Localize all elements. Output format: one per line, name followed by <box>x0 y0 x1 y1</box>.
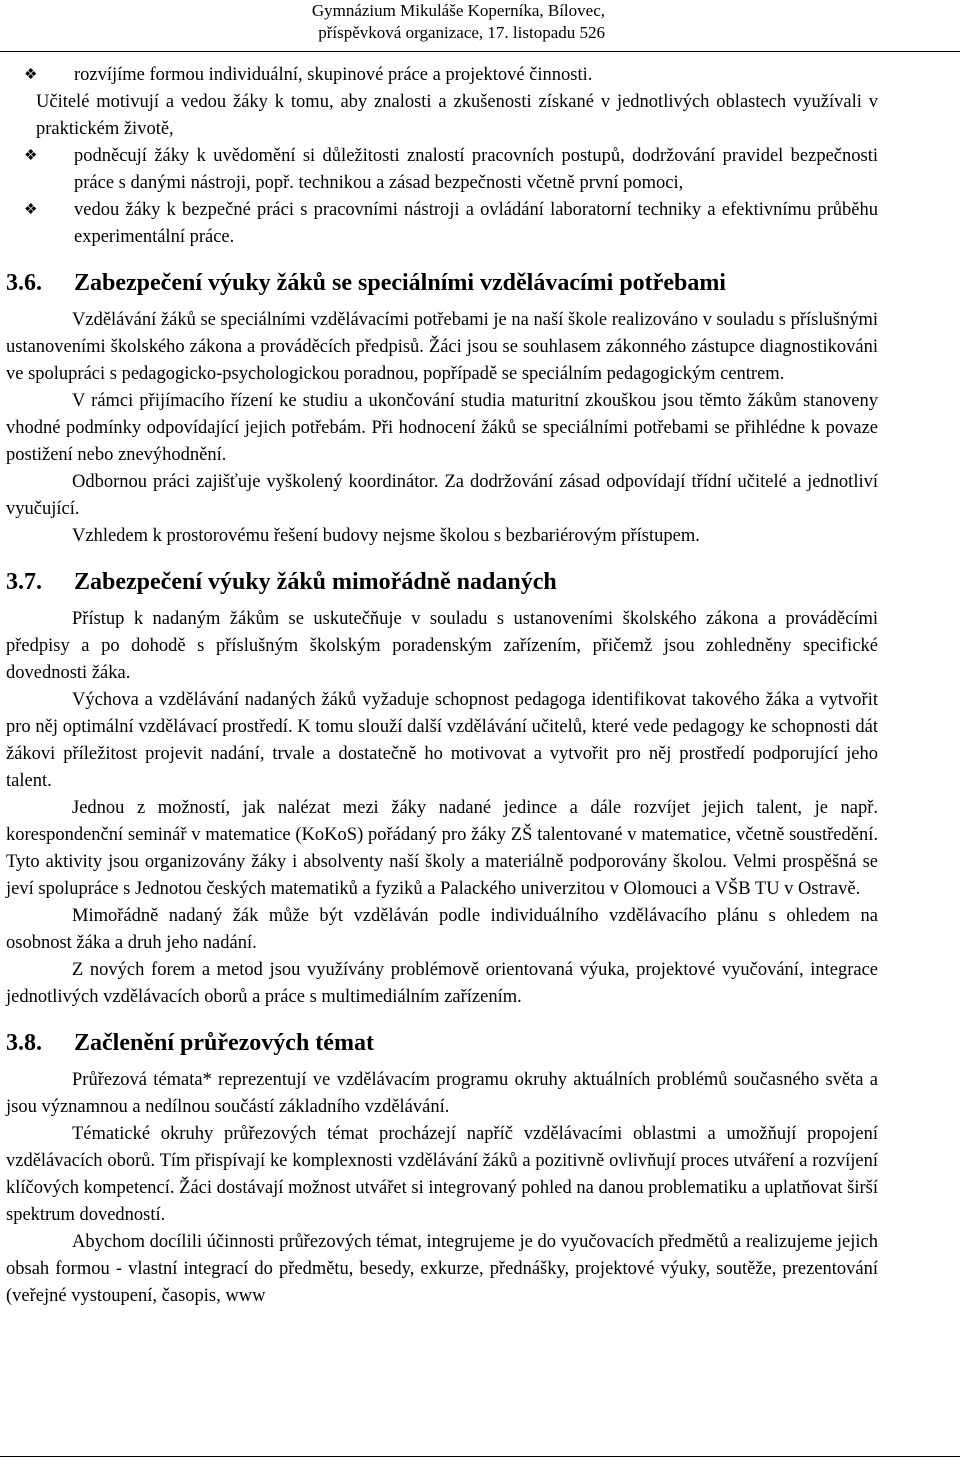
header-line-2: příspěvková organizace, 17. listopadu 526 <box>318 23 605 42</box>
bullet-item <box>6 143 878 197</box>
paragraph: Z nových forem a metod jsou využívány problémově orientovaná výuka, projektové vyučování, integrace jednotlivých vzdělávacích oborů a práce s multimediálním zařízením. <box>6 960 878 1007</box>
bullet-text: rozvíjíme formou individuální, skupinové práce a projektové činnosti. <box>74 65 593 85</box>
paragraph: Odbornou práci zajišťuje vyškolený koordinátor. Za dodržování zásad odpovídají třídní učitelé a jednotliví vyučující. <box>6 472 878 519</box>
diamond-bullet-icon: ❖ <box>24 202 38 218</box>
section-title: Začlenění průřezových témat <box>74 1030 374 1056</box>
paragraph: Přístup k nadaným žákům se uskutečňuje v souladu s ustanoveními školského zákona a prováděcími předpisy a po dohodě s příslušným školským poradenským zařízením, přičemž jsou zohledněny specifické dovednosti žáka. <box>6 609 878 683</box>
section-heading-3-6 <box>6 267 878 299</box>
bullet-text: vedou žáky k bezpečné práci s pracovními nástroji a ovládání laboratorní techniky a efektivnímu průběhu experimentální práce. <box>74 200 878 247</box>
intro-paragraph: Učitelé motivují a vedou žáky k tomu, aby znalosti a zkušenosti získané v jednotlivých oblastech využívali v praktickém životě, <box>36 92 878 139</box>
section-title: Zabezpečení výuky žáků se speciálními vzdělávacími potřebami <box>74 270 726 296</box>
diamond-bullet-icon: ❖ <box>24 67 38 83</box>
header-rule <box>0 51 960 52</box>
section-number: 3.6. <box>6 270 42 296</box>
page-body <box>6 62 878 1310</box>
paragraph: V rámci přijímacího řízení ke studiu a ukončování studia maturitní zkouškou jsou těmto žákům stanoveny vhodné podmínky odpovídající jejich potřebám. Při hodnocení žáků se speciálními potřebami se přihlédne k povaze postižení nebo znevýhodnění. <box>6 391 878 465</box>
diamond-bullet-icon: ❖ <box>24 148 38 164</box>
section-heading-3-8 <box>6 1027 878 1059</box>
bullet-item <box>6 62 878 89</box>
paragraph: Vzhledem k prostorovému řešení budovy nejsme školou s bezbariérovým přístupem. <box>72 526 700 546</box>
section-number: 3.7. <box>6 569 42 595</box>
section-heading-3-7 <box>6 566 878 598</box>
section-title: Zabezpečení výuky žáků mimořádně nadaných <box>74 569 557 595</box>
paragraph: Abychom docílili účinnosti průřezových témat, integrujeme je do vyučovacích předmětů a realizujeme jejich obsah formou - vlastní integrací do předmětu, besedy, exkurze, přednášky, projektové výuky, soutěže, prezentování (veřejné vystoupení, časopis, www <box>6 1232 879 1306</box>
paragraph: Výchova a vzdělávání nadaných žáků vyžaduje schopnost pedagoga identifikovat takového žáka a vytvořit pro něj optimální vzdělávací prostředí. K tomu slouží další vzdělávání učitelů, které vede pedagogy ke schopnosti dát žákovi příležitost projevit nadání, trvale a dostatečně ho motivovat a vytvořit pro něj prostředí podporující jeho talent. <box>6 690 878 791</box>
header-line-1: Gymnázium Mikuláše Koperníka, Bílovec, <box>311 1 605 20</box>
section-number: 3.8. <box>6 1030 42 1056</box>
paragraph: Jednou z možností, jak nalézat mezi žáky nadané jedince a dále rozvíjet jejich talent, je např. korespondenční seminář v matematice (KoKoS) pořádaný pro žáky ZŠ talentované v matematice, včetně soustředění. Tyto aktivity jsou organizovány žáky i absolventy naší školy a materiálně podporovány školou. Velmi prospěšná se jeví spolupráce s Jednotou českých matematiků a fyziků a Palackého univerzitou v Olomouci a VŠB TU v Ostravě. <box>6 798 878 899</box>
paragraph: Průřezová témata* reprezentují ve vzdělávacím programu okruhy aktuálních problémů současného světa a jsou významnou a nedílnou součástí základního vzdělávání. <box>6 1070 878 1117</box>
footer-rule <box>0 1456 960 1457</box>
paragraph: Mimořádně nadaný žák může být vzděláván podle individuálního vzdělávacího plánu s ohledem na osobnost žáka a druh jeho nadání. <box>6 906 878 953</box>
bullet-item <box>6 197 878 251</box>
paragraph: Tématické okruhy průřezových témat procházejí napříč vzdělávacími oblastmi a umožňují propojení vzdělávacích oborů. Tím přispívají ke komplexnosti vzdělávání žáků a pozitivně ovlivňují proces utváření a rozvíjení klíčových kompetencí. Žáci dostávají možnost utvářet si integrovaný pohled na danou problematiku a uplatňovat širší spektrum dovedností. <box>6 1124 878 1225</box>
paragraph: Vzdělávání žáků se speciálními vzdělávacími potřebami je na naší škole realizováno v souladu s příslušnými ustanoveními školského zákona a prováděcích předpisů. Žáci jsou se souhlasem zákonného zástupce diagnostikováni ve spolupráci s pedagogicko-psychologickou poradnou, popřípadě se speciálním pedagogickým centrem. <box>6 310 878 384</box>
bullet-text: podněcují žáky k uvědomění si důležitosti znalostí pracovních postupů, dodržování pravidel bezpečnosti práce s danými nástroji, popř. technikou a zásad bezpečnosti včetně první pomoci, <box>74 146 878 193</box>
